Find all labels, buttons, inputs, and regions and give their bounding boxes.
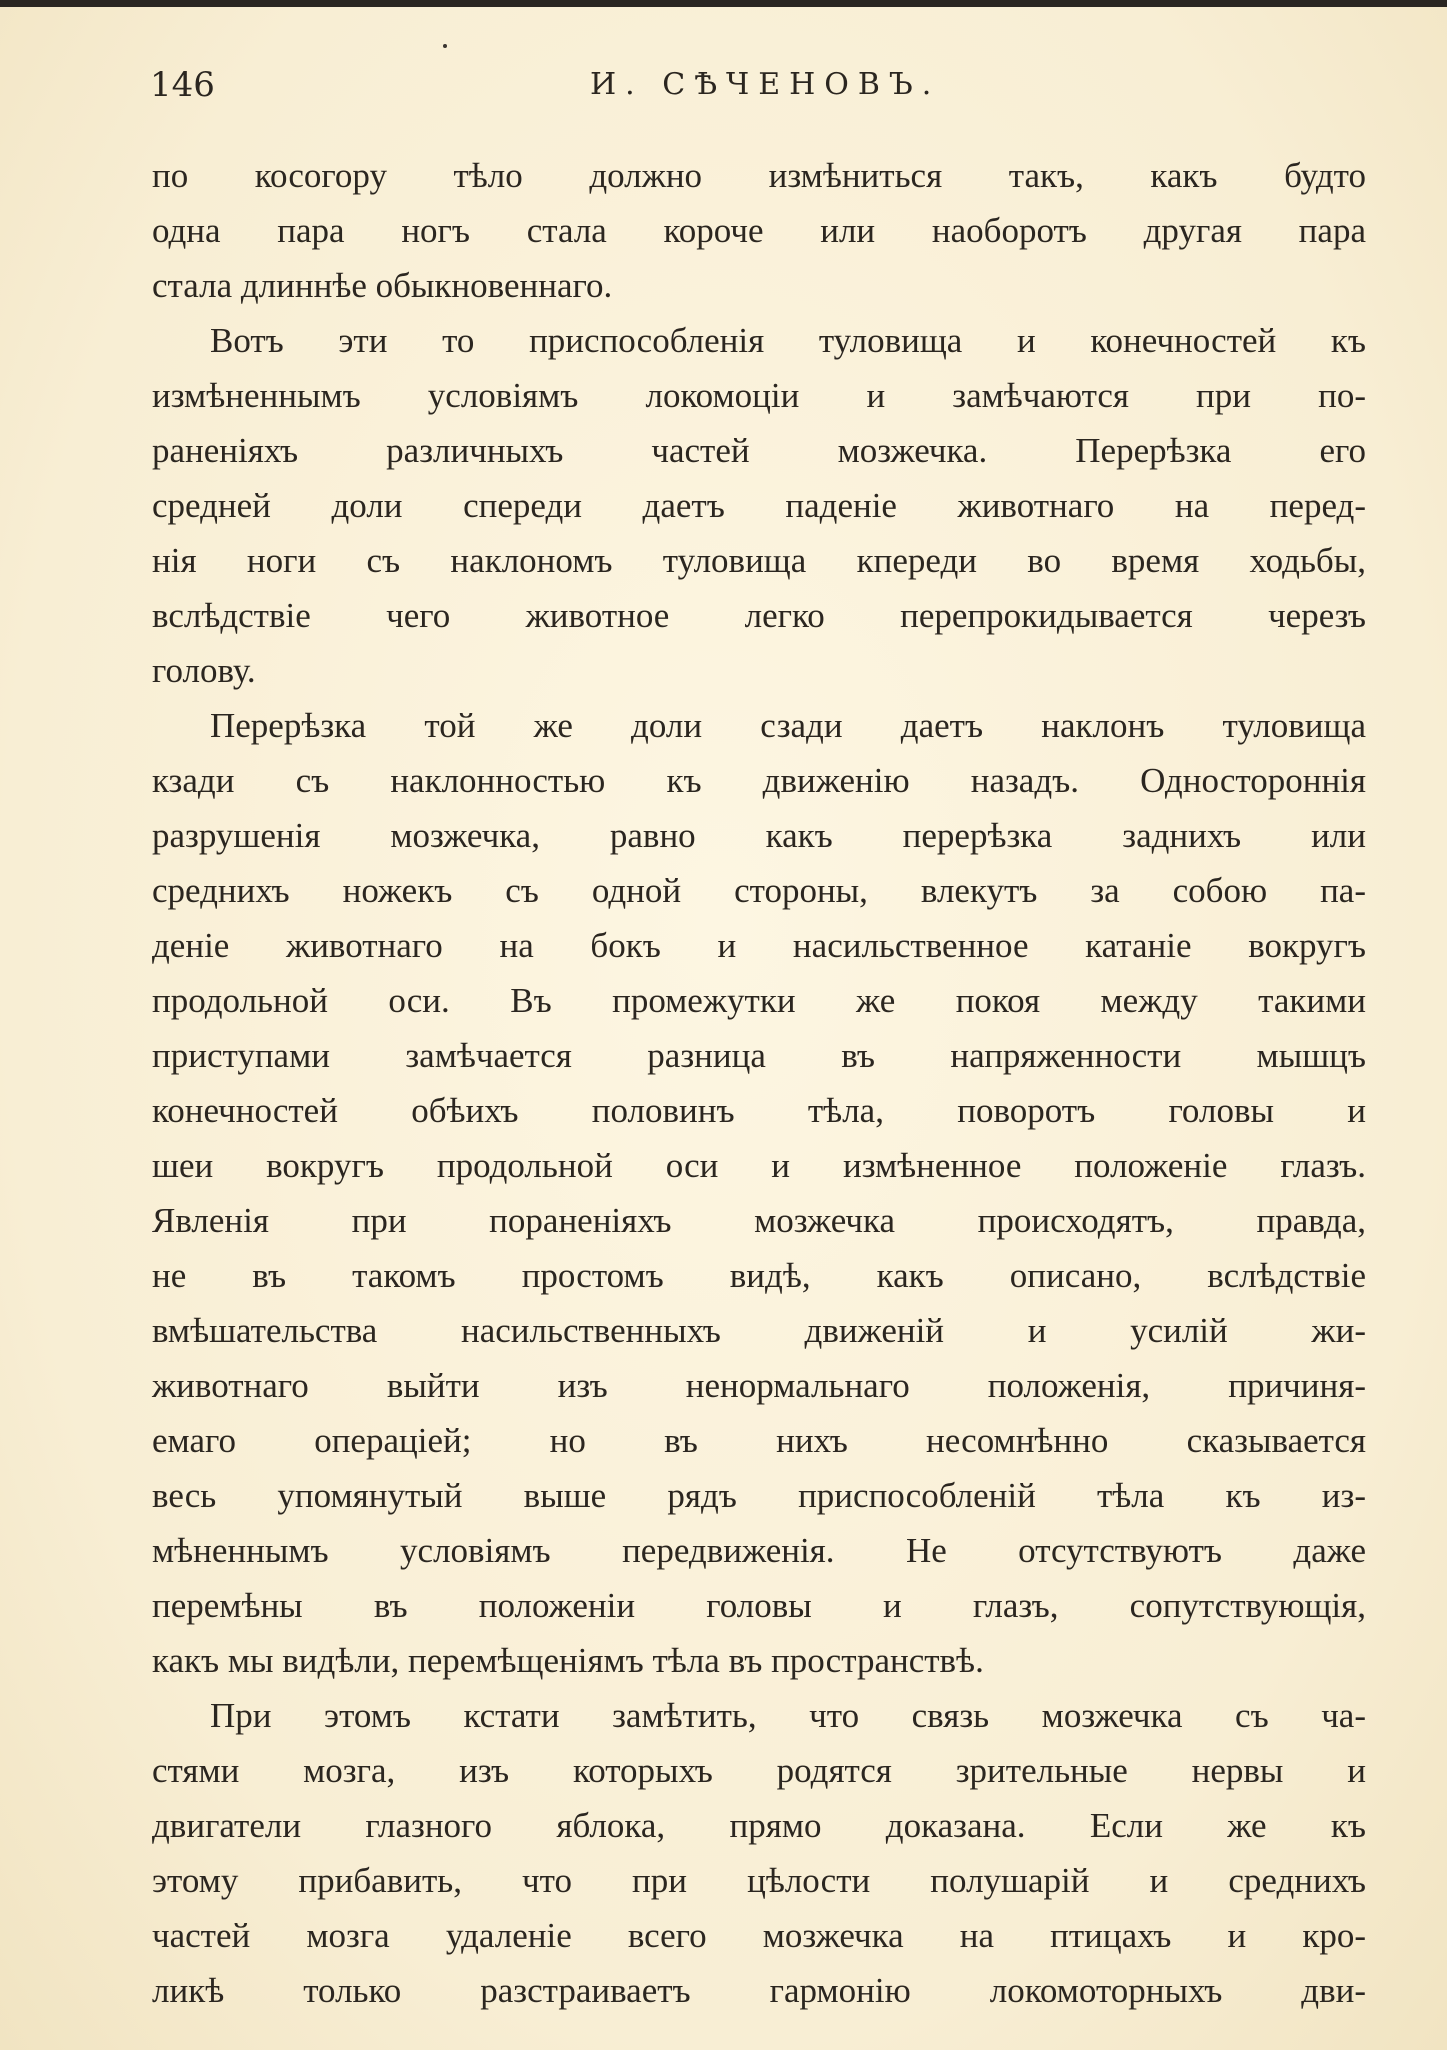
running-title: И. СѢЧЕНОВЪ. <box>590 67 941 102</box>
text-line: голову. <box>152 651 256 690</box>
text-line: перемѣны въ положеніи головы и глазъ, сопутствующія, <box>152 1586 1366 1625</box>
page-number: 146 <box>150 65 215 105</box>
text-line: приступами замѣчается разница въ напряженности мышцъ <box>152 1036 1366 1075</box>
text-line: не въ такомъ простомъ видѣ, какъ описано, вслѣдствіе <box>152 1256 1366 1295</box>
text-line: стями мозга, изъ которыхъ родятся зрительные нервы и <box>152 1751 1366 1790</box>
text-line: средней доли спереди даетъ паденіе животнаго на перед- <box>152 486 1366 525</box>
text-line: Перерѣзка той же доли сзади даетъ наклонъ туловища <box>210 706 1366 745</box>
text-line: вслѣдствіе чего животное легко перепрокидывается черезъ <box>152 596 1366 635</box>
page-header <box>150 60 1370 110</box>
top-edge-border <box>0 0 1447 7</box>
text-line: мѣненнымъ условіямъ передвиженія. Не отсутствуютъ даже <box>152 1531 1366 1570</box>
text-line: деніе животнаго на бокъ и насильственное катаніе вокругъ <box>152 926 1366 965</box>
text-line: емаго операціей; но въ нихъ несомнѣнно сказывается <box>152 1421 1366 1460</box>
text-line: Явленія при пораненіяхъ мозжечка происходятъ, правда, <box>152 1201 1366 1240</box>
text-line: измѣненнымъ условіямъ локомоціи и замѣчаются при по- <box>152 376 1366 415</box>
text-line: конечностей обѣихъ половинъ тѣла, поворотъ головы и <box>152 1091 1366 1130</box>
text-line: одна пара ногъ стала короче или наоборотъ другая пара <box>152 211 1366 250</box>
text-line: ликѣ только разстраиваетъ гармонію локомоторныхъ дви- <box>152 1971 1366 2010</box>
text-line: кзади съ наклонностью къ движенію назадъ. Одностороннія <box>152 761 1366 800</box>
text-line: нія ноги съ наклономъ туловища кпереди во время ходьбы, <box>152 541 1366 580</box>
text-line: разрушенія мозжечка, равно какъ перерѣзка заднихъ или <box>152 816 1366 855</box>
text-line: частей мозга удаленіе всего мозжечка на птицахъ и кро- <box>152 1916 1366 1955</box>
text-line: какъ мы видѣли, перемѣщеніямъ тѣла въ пространствѣ. <box>152 1641 984 1680</box>
text-line: этому прибавить, что при цѣлости полушарій и среднихъ <box>152 1861 1366 1900</box>
text-line: При этомъ кстати замѣтить, что связь мозжечка съ ча- <box>210 1696 1366 1735</box>
print-speck <box>443 44 447 48</box>
text-line: шеи вокругъ продольной оси и измѣненное положеніе глазъ. <box>152 1146 1366 1185</box>
text-line: по косогору тѣло должно измѣниться такъ, какъ будто <box>152 156 1366 195</box>
text-line: вмѣшательства насильственныхъ движеній и усилій жи- <box>152 1311 1366 1350</box>
body-text <box>152 148 1366 2018</box>
text-line: среднихъ ножекъ съ одной стороны, влекутъ за собою па- <box>152 871 1366 910</box>
text-line: раненіяхъ различныхъ частей мозжечка. Перерѣзка его <box>152 431 1366 470</box>
text-line: весь упомянутый выше рядъ приспособленій тѣла къ из- <box>152 1476 1366 1515</box>
text-line: продольной оси. Въ промежутки же покоя между такими <box>152 981 1366 1020</box>
text-line: стала длиннѣе обыкновеннаго. <box>152 266 613 305</box>
text-line: Вотъ эти то приспособленія туловища и конечностей къ <box>210 321 1366 360</box>
text-line: двигатели глазного яблока, прямо доказана. Если же къ <box>152 1806 1366 1845</box>
text-line: животнаго выйти изъ ненормальнаго положенія, причиня- <box>152 1366 1366 1405</box>
